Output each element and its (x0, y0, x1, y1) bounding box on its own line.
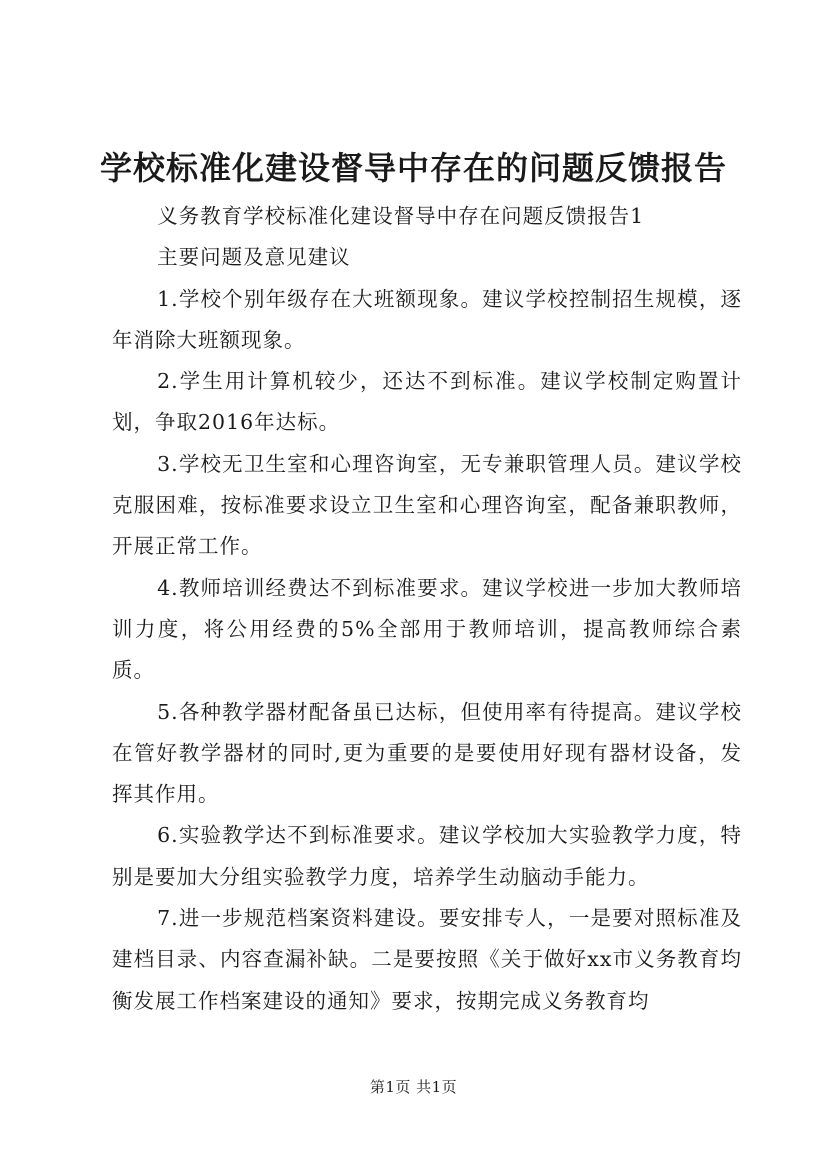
paragraph-item-2: 2.学生用计算机较少，还达不到标准。建议学校制定购置计划，争取2016年达标。 (112, 369, 742, 435)
paragraph-item-5: 5.各种教学器材配备虽已达标，但使用率有待提高。建议学校在管好教学器材的同时,更为重要的是要使用好现有器材设备，发挥其作用。 (112, 699, 742, 807)
report-subtitle: 义务教育学校标准化建设督导中存在问题反馈报告1 (157, 204, 645, 228)
section-heading: 主要问题及意见建议 (157, 245, 351, 270)
paragraph-item-6: 6.实验教学达不到标准要求。建议学校加大实验教学力度，特别是要加大分组实验教学力度，培养学生动脑动手能力。 (112, 823, 742, 889)
paragraph-item-3: 3.学校无卫生室和心理咨询室，无专兼职管理人员。建议学校克服困难，按标准要求设立卫生室和心理咨询室，配备兼职教师，开展正常工作。 (112, 451, 742, 559)
paragraph-item-4: 4.教师培训经费达不到标准要求。建议学校进一步加大教师培训力度，将公用经费的5%全部用于教师培训，提高教师综合素质。 (112, 575, 742, 683)
document-title: 学校标准化建设督导中存在的问题反馈报告 (99, 149, 727, 187)
page-number-footer: 第1页 共1页 (369, 1078, 458, 1096)
paragraph-item-1: 1.学校个别年级存在大班额现象。建议学校控制招生规模，逐年消除大班额现象。 (112, 286, 742, 352)
document-body (112, 196, 742, 1022)
paragraph-item-7: 7.进一步规范档案资料建设。要安排专人，一是要对照标准及建档目录、内容查漏补缺。二是要按照《关于做好xx市义务教育均衡发展工作档案建设的通知》要求，按期完成义务教育均 (112, 906, 742, 1013)
